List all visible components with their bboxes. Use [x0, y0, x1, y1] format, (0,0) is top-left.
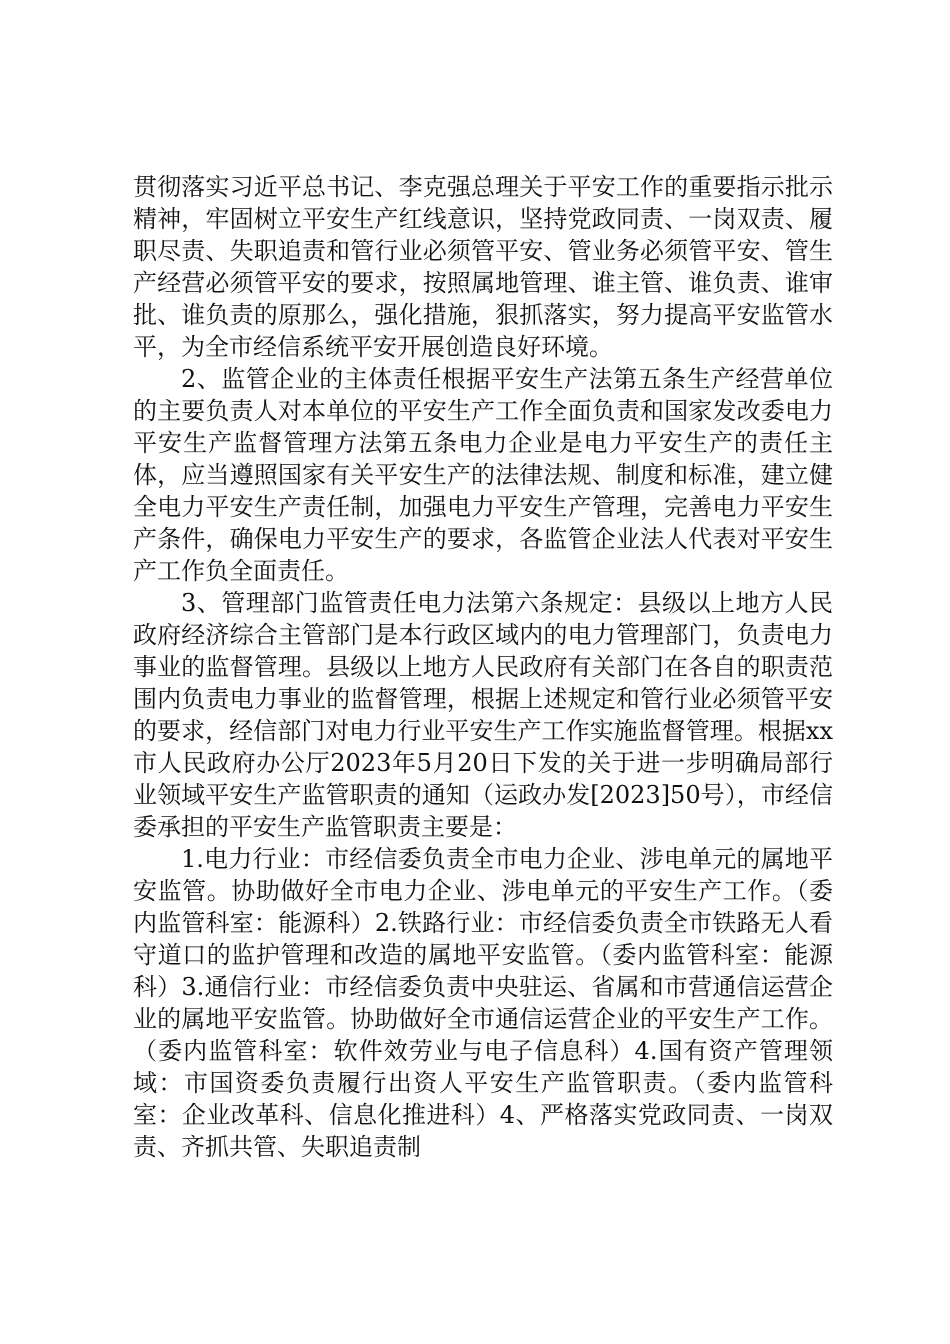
document-body — [133, 171, 833, 1163]
paragraph-industry-duties: 1.电力行业：市经信委负责全市电力企业、涉电单元的属地平安监管。协助做好全市电力企业、涉电单元的平安生产工作。（委内监管科室：能源科）2.铁路行业：市经信委负责全市铁路无人看守道口的监护管理和改造的属地平安监管。（委内监管科室：能源科）3.通信行业：市经信委负责中央驻运、省属和市营通信运营企业的属地平安监管。协助做好全市通信运营企业的平安生产工作。（委内监管科室：软件效劳业与电子信息科）4.国有资产管理领域：市国资委负责履行出资人平安生产监管职责。（委内监管科室：企业改革科、信息化推进科）4、严格落实党政同责、一岗双责、齐抓共管、失职追责制 — [133, 845, 833, 1161]
paragraph-department-responsibility: 3、管理部门监管责任电力法第六条规定：县级以上地方人民政府经济综合主管部门是本行政区域内的电力管理部门，负责电力事业的监督管理。县级以上地方人民政府有关部门在各自的职责范围内负责电力事业的监督管理，根据上述规定和管行业必须管平安的要求，经信部门对电力行业平安生产工作实施监督管理。根据xx市人民政府办公厅2023年5月20日下发的关于进一步明确局部行业领域平安生产监管职责的通知（运政办发[2023]50号），市经信委承担的平安生产监管职责主要是： — [133, 589, 833, 841]
paragraph-guiding-principle: 贯彻落实习近平总书记、李克强总理关于平安工作的重要指示批示精神，牢固树立平安生产红线意识，坚持党政同责、一岗双责、履职尽责、失职追责和管行业必须管平安、管业务必须管平安、管生产经营必须管平安的要求，按照属地管理、谁主管、谁负责、谁审批、谁负责的原那么，强化措施，狠抓落实，努力提高平安监管水平，为全市经信系统平安开展创造良好环境。 — [133, 173, 833, 361]
paragraph-enterprise-responsibility: 2、监管企业的主体责任根据平安生产法第五条生产经营单位的主要负责人对本单位的平安生产工作全面负责和国家发改委电力平安生产监督管理方法第五条电力企业是电力平安生产的责任主体，应当遵照国家有关平安生产的法律法规、制度和标准，建立健全电力平安生产责任制，加强电力平安生产管理，完善电力平安生产条件，确保电力平安生产的要求，各监管企业法人代表对平安生产工作负全面责任。 — [133, 365, 833, 585]
